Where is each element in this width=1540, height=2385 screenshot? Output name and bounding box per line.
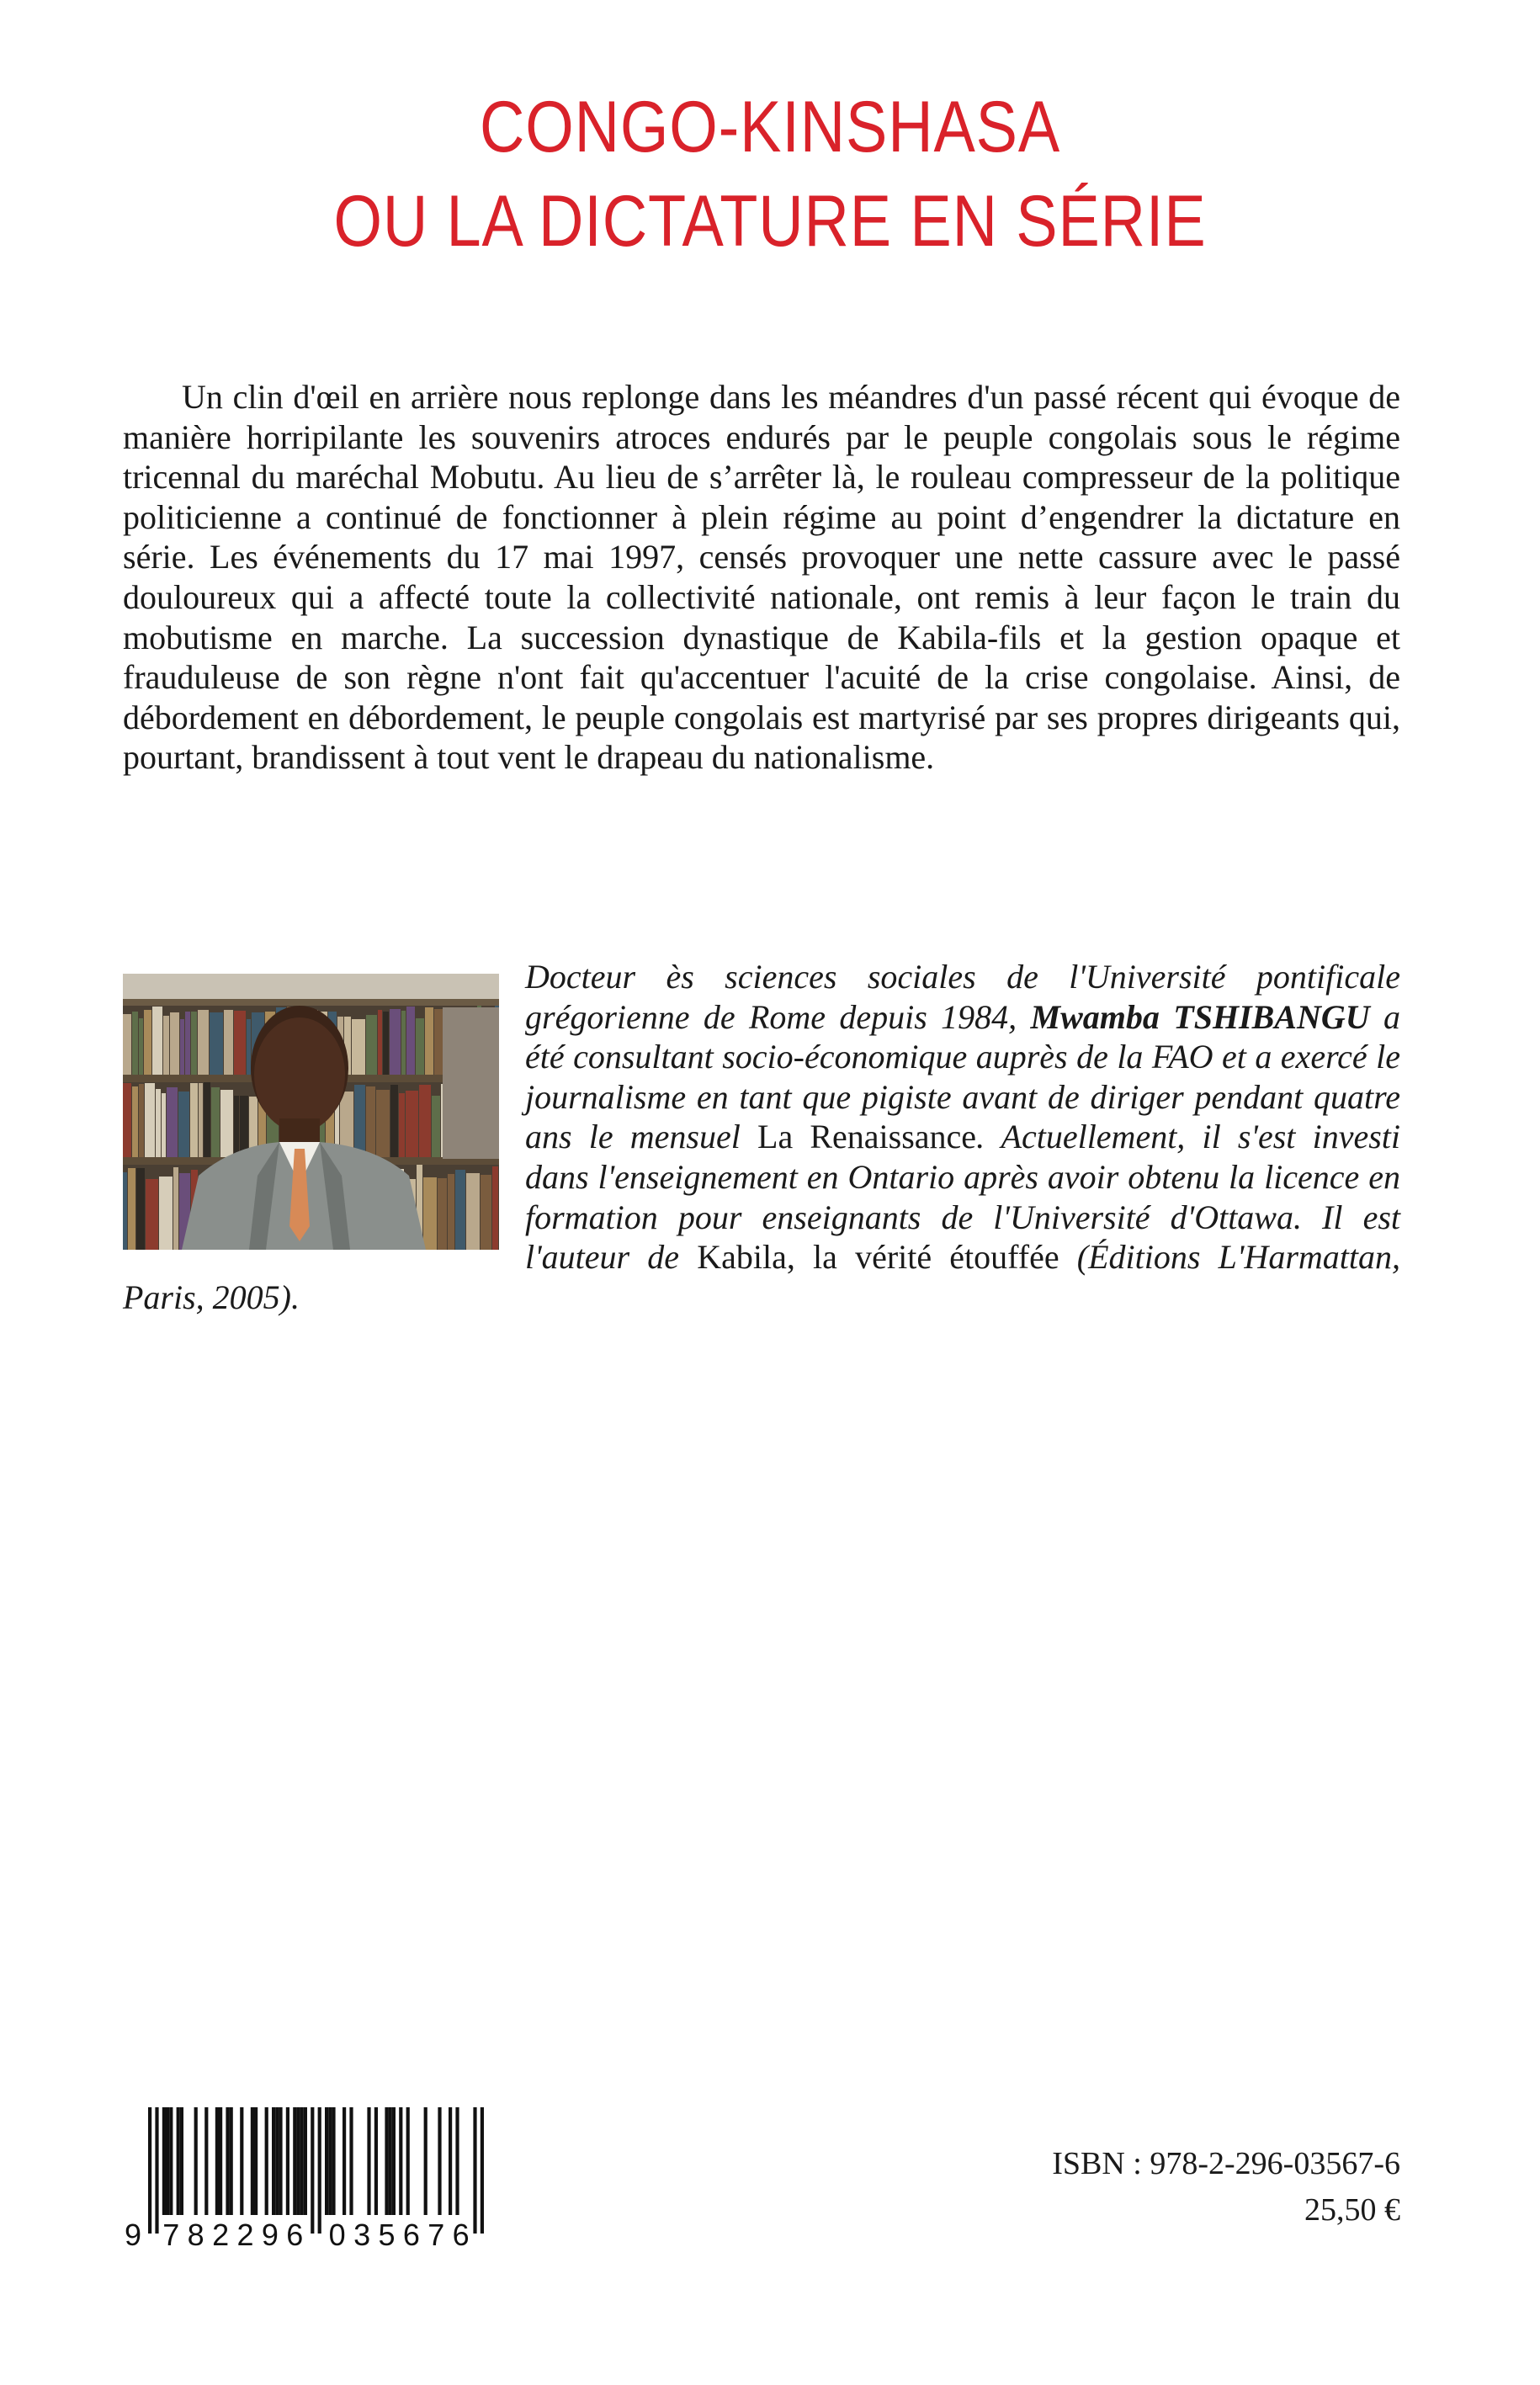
- book-summary: Un clin d'œil en arrière nous replonge dans les méandres d'un passé récent qui évoque de manière horripilante les souvenirs atroces endurés par le peuple congolais sous le régime tricennal du maréchal Mobutu. Au lieu de s’arrêter là, le rouleau compresseur de la politique politicienne a continué de fonctionner à plein régime au point d’engendrer la dictature en série. Les événements du 17 mai 1997, censés provoquer une nette cassure avec le passé douloureux qui a affecté toute la collectivité nationale, ont remis à leur façon le train du mobutisme en marche. La succession dynastique de Kabila-fils et la gestion opaque et frauduleuse de son règne n'ont fait qu'accentuer l'acuité de la crise congolaise. Ainsi, de débordement en débordement, le peuple congolais est martyrisé par ses propres dirigeants qui, pourtant, brandissent à tout vent le drapeau du nationalisme.: [123, 378, 1400, 777]
- barcode-bar: [286, 2107, 289, 2215]
- periodical-title: La Renaissance: [757, 1118, 977, 1156]
- barcode-bar: [385, 2107, 388, 2215]
- barcode-bar: [367, 2107, 370, 2215]
- barcode-bar: [194, 2107, 198, 2215]
- barcode-bar: [318, 2107, 321, 2234]
- bio-text-3: . Actuellement, il s'est investi dans l'enseignement en Ontario après avoir obtenu la licence en formation pour enseignants de l'Université d'Ottawa. Il est l'auteur de: [525, 1118, 1401, 1277]
- previous-book-title: Kabila, la vérité étouffée: [697, 1238, 1059, 1277]
- barcode-bar: [148, 2107, 151, 2234]
- barcode-bar: [300, 2107, 304, 2215]
- barcode-bar: [215, 2107, 219, 2215]
- barcode-bar: [328, 2107, 332, 2215]
- barcode-bar: [424, 2107, 427, 2215]
- barcode-bar: [449, 2107, 452, 2215]
- barcode-bar: [275, 2107, 279, 2215]
- bio-text-2: a été consultant socio-économique auprès de la FAO et a exercé le journalisme en tant que pigiste avant de diriger pendant quatre ans le mensuel: [525, 997, 1400, 1156]
- author-biography: [123, 957, 1400, 1317]
- barcode-bar: [204, 2107, 208, 2215]
- barcode-bar: [349, 2107, 353, 2215]
- barcode-bar: [155, 2107, 158, 2234]
- bio-text-4: (Éditions L'Harmattan, Paris, 2005).: [123, 1238, 1400, 1316]
- barcode-bar: [162, 2107, 166, 2215]
- isbn-barcode: [123, 2107, 510, 2249]
- barcode-digit: 6: [402, 2218, 420, 2249]
- barcode-bar: [304, 2107, 307, 2215]
- barcode-bar: [251, 2107, 254, 2215]
- barcode-bar: [169, 2107, 173, 2215]
- barcode-bar: [406, 2107, 410, 2215]
- barcode-digit: 0: [328, 2218, 346, 2249]
- barcode-digit: 7: [427, 2218, 445, 2249]
- barcode-digit: 5: [378, 2218, 396, 2249]
- isbn-number: ISBN : 978-2-296-03567-6: [1052, 2146, 1400, 2181]
- barcode-digit: 3: [353, 2218, 371, 2249]
- book-title: [108, 80, 1432, 268]
- barcode-bar: [374, 2107, 378, 2215]
- barcode-digit: 7: [162, 2218, 180, 2249]
- barcode-bar: [272, 2107, 275, 2215]
- book-title-line-1: CONGO-KINSHASA: [479, 87, 1061, 167]
- author-name: Mwamba TSHIBANGU: [1030, 997, 1370, 1036]
- barcode-bar: [438, 2107, 441, 2215]
- price: 25,50 €: [1304, 2192, 1400, 2228]
- barcode-digit: 8: [187, 2218, 204, 2249]
- barcode-bar: [311, 2107, 314, 2234]
- barcode-bar: [240, 2107, 243, 2215]
- barcode-digit: 6: [286, 2218, 304, 2249]
- barcode-bar: [166, 2107, 169, 2215]
- barcode-bar: [455, 2107, 459, 2215]
- barcode-bar: [177, 2107, 180, 2215]
- barcode-bar: [293, 2107, 296, 2215]
- barcode-digit: 2: [236, 2218, 254, 2249]
- barcode-bar: [389, 2107, 392, 2215]
- book-title-line-2: OU LA DICTATURE EN SÉRIE: [333, 181, 1207, 262]
- barcode-bar: [254, 2107, 258, 2215]
- barcode-digit: 2: [212, 2218, 230, 2249]
- barcode-digit: 6: [452, 2218, 470, 2249]
- barcode-bar: [399, 2107, 402, 2215]
- bio-text-1: Docteur ès sciences sociales de l'Université pontificale grégorienne de Rome depuis 1984,: [525, 958, 1400, 1036]
- barcode-bar: [279, 2107, 282, 2215]
- barcode-digit: 9: [124, 2218, 142, 2249]
- barcode-bar: [473, 2107, 476, 2234]
- barcode-bar: [343, 2107, 346, 2215]
- barcode-bar: [481, 2107, 484, 2234]
- barcode-bar: [226, 2107, 229, 2215]
- barcode-digit: 9: [261, 2218, 279, 2249]
- barcode-bar: [296, 2107, 300, 2215]
- barcode-bar: [325, 2107, 328, 2215]
- barcode-bar: [230, 2107, 233, 2215]
- photo-spacer: [123, 957, 525, 1251]
- barcode-bar: [180, 2107, 183, 2215]
- barcode-bar: [265, 2107, 268, 2215]
- barcode-bar: [392, 2107, 396, 2215]
- barcode-bar: [219, 2107, 222, 2215]
- barcode-bar: [332, 2107, 335, 2215]
